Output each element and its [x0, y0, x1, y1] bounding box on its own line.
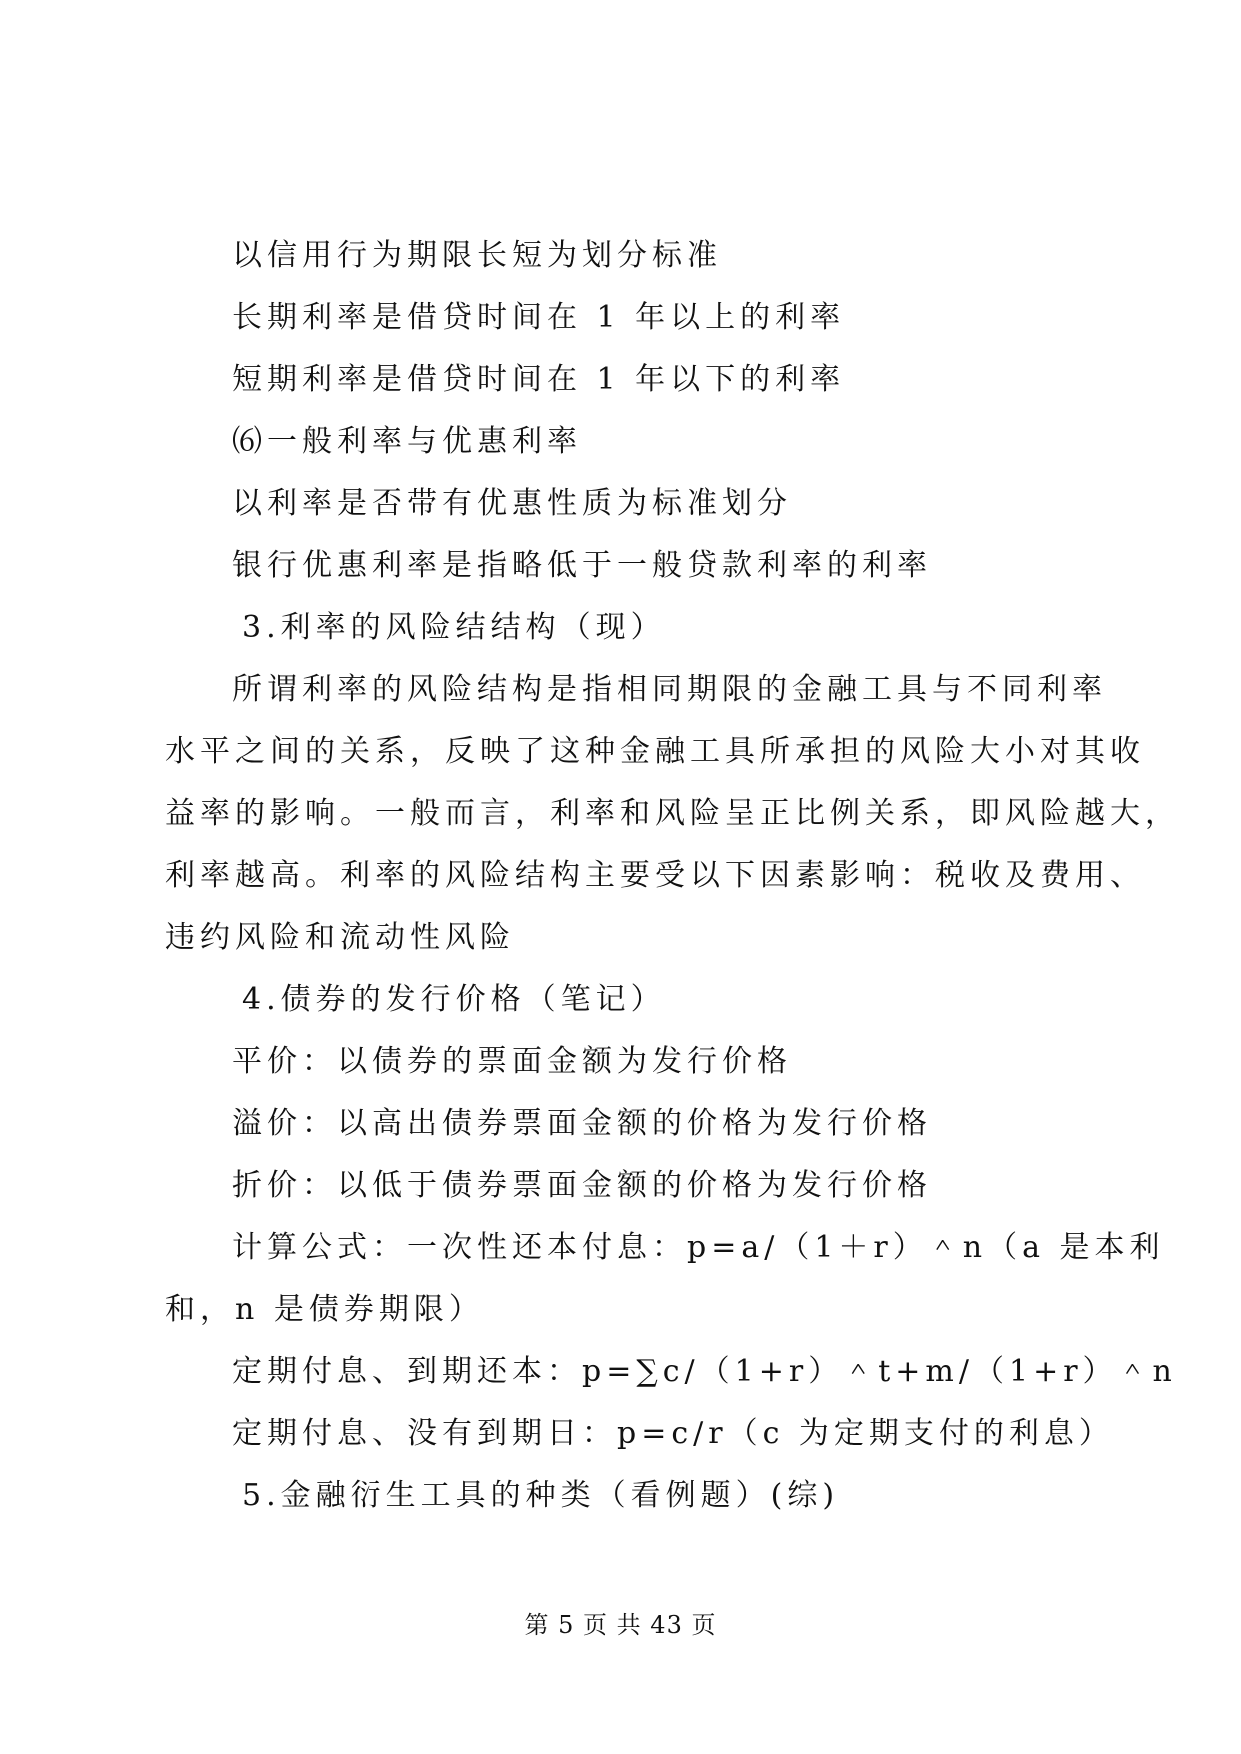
section-heading: 5.金融衍生工具的种类（看例题）(综): [242, 1478, 840, 1513]
page-number-footer: 第 5 页 共 43 页: [524, 1611, 717, 1639]
paragraph-line: 所谓利率的风险结构是指相同期限的金融工具与不同利率: [232, 672, 1107, 707]
text-line: 以利率是否带有优惠性质为标准划分: [232, 486, 792, 521]
text-line: 溢价：以高出债券票面金额的价格为发行价格: [232, 1106, 932, 1141]
formula-line: 和，n 是债券期限）: [165, 1292, 484, 1327]
section-heading: 4.债券的发行价格（笔记）: [242, 982, 666, 1017]
paragraph-line: 水平之间的关系，反映了这种金融工具所承担的风险大小对其收: [165, 734, 1145, 769]
formula-line: 计算公式：一次性还本付息：p=a/（1＋r）＾n（a 是本利: [232, 1230, 1165, 1265]
section-heading: 3.利率的风险结结构（现）: [242, 610, 666, 645]
text-line: 银行优惠利率是指略低于一般贷款利率的利率: [232, 548, 932, 583]
text-line: 折价：以低于债券票面金额的价格为发行价格: [232, 1168, 932, 1203]
text-line: 平价：以债券的票面金额为发行价格: [232, 1044, 792, 1079]
text-line: 短期利率是借贷时间在 1 年以下的利率: [232, 362, 846, 397]
formula-line: 定期付息、到期还本：p=∑c/（1+r）＾t+m/（1+r）＾n: [232, 1354, 1177, 1389]
paragraph-line: 益率的影响。一般而言，利率和风险呈正比例关系，即风险越大，: [165, 796, 1180, 831]
formula-line: 定期付息、没有到期日：p=c/r（c 为定期支付的利息）: [232, 1416, 1114, 1451]
paragraph-line: 违约风险和流动性风险: [165, 920, 515, 955]
text-line: 长期利率是借贷时间在 1 年以上的利率: [232, 300, 846, 335]
text-line: 以信用行为期限长短为划分标准: [232, 238, 722, 273]
section-heading: ⑹一般利率与优惠利率: [232, 424, 582, 459]
paragraph-line: 利率越高。利率的风险结构主要受以下因素影响：税收及费用、: [165, 858, 1145, 893]
